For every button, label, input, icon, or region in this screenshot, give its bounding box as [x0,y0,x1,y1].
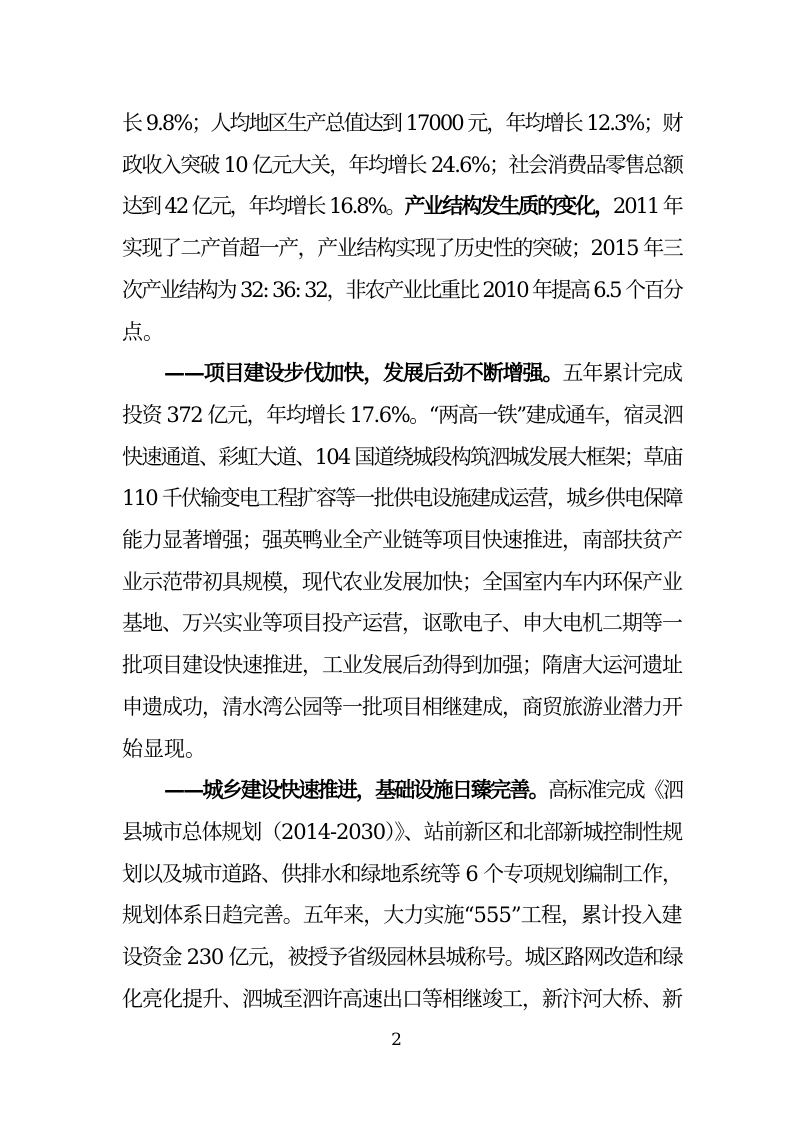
text-segment: 高标准完成《泗 [547,778,683,803]
text-segment: 化亮化提升、泗城至泗许高速出口等相继竣工，新汴河大桥、新 [122,986,682,1011]
text-segment: 快速通道、彩虹大道、104 国道绕城段构筑泗城发展大框架；草庙 [122,444,682,469]
text-line [122,729,682,769]
text-segment: 县城市总体规划（2014-2030）》、站前新区和北部新城控制性规 [122,819,683,844]
text-segment: 申遗成功，清水湾公园等一批项目相继建成，商贸旅游业潜力开 [122,694,682,719]
text-segment: 业示范带初具规模，现代农业发展加快；全国室内车内环保产业 [122,569,682,594]
text-segment: 五年累计完成 [562,361,682,386]
text-line [122,228,682,268]
text-segment: 基地、万兴实业等项目投产运营，讴歌电子、申大电机二期等一 [122,611,682,636]
text-line [122,478,682,518]
text-line [122,645,682,685]
text-line [122,395,682,435]
bold-text-segment: ——城乡建设快速推进，基础设施日臻完善。 [164,777,548,803]
text-line [122,562,682,602]
text-segment: 次产业结构为 32: 36: 32，非农产业比重比 2010 年提高 6.5 个百分 [122,277,682,302]
text-line [122,937,682,977]
text-line [122,103,682,143]
text-segment: 110 千伏输变电工程扩容等一批供电设施建成运营，城乡供电保障 [122,486,682,511]
text-segment: 长 9.8%；人均地区生产总值达到 17000 元，年均增长 12.3%；财 [122,111,682,135]
text-line [164,353,682,393]
text-segment: 始显现。 [122,736,206,761]
text-line [122,520,682,560]
text-segment: 投资 372 亿元，年均增长 17.6%。“两高一铁”建成通车，宿灵泗 [122,402,683,427]
text-segment: 达到 42 亿元，年均增长 16.8%。 [122,194,405,219]
text-segment: 设资金 230 亿元，被授予省级园林县城称号。城区路网改造和绿 [122,945,683,969]
bold-text-segment: 产业结构发生质的变化， [404,193,613,219]
text-line [122,854,682,894]
page-number: 2 [391,1030,402,1050]
text-line [122,812,682,852]
text-line [122,312,682,352]
text-segment: 实现了二产首超一产，产业结构实现了历史性的突破；2015 年三 [122,236,683,261]
text-line [122,895,682,935]
bold-text-segment: ——项目建设步伐加快，发展后劲不断增强。 [164,360,563,386]
text-line [122,603,682,643]
text-segment: 2011 年 [612,194,682,219]
text-segment: 划以及城市道路、供排水和绿地系统等 6 个专项规划编制工作， [122,861,682,886]
text-line [122,979,682,1019]
text-line [122,437,682,477]
text-segment: 点。 [122,319,164,344]
text-segment: 政收入突破 10 亿元大关，年均增长 24.6%；社会消费品零售总额 [122,152,683,177]
text-line [122,270,682,310]
text-segment: 规划体系日趋完善。五年来，大力实施“555”工程，累计投入建 [122,903,682,928]
text-segment: 能力显著增强；强英鸭业全产业链等项目快速推进，南部扶贫产 [122,528,682,552]
text-line [122,145,682,185]
text-line [164,770,682,810]
text-line [122,687,682,727]
text-segment: 批项目建设快速推进，工业发展后劲得到加强；隋唐大运河遗址 [122,653,682,678]
text-line [122,186,682,226]
